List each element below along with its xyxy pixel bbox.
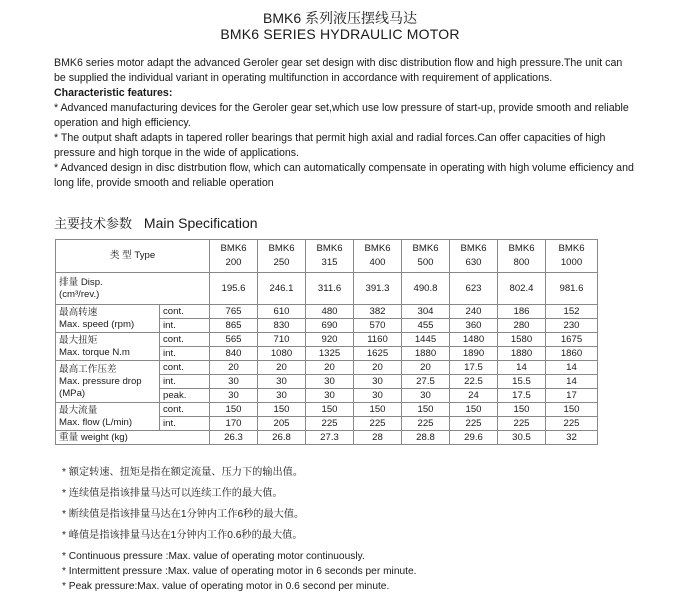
note-en: * Peak pressure:Max. value of operating motor in 0.6 second per minute. <box>62 581 390 592</box>
weight-value: 30.5 <box>498 431 546 445</box>
flow-cont-value: 150 <box>306 403 354 417</box>
speed-cont-value: 610 <box>258 305 306 319</box>
torque-int-value: 1880 <box>402 347 450 361</box>
speed-cont-value: 152 <box>546 305 598 319</box>
pressure-cont-value: 20 <box>354 361 402 375</box>
pressure-cont-value: 17.5 <box>450 361 498 375</box>
peak-label: peak. <box>160 389 210 403</box>
flow-cont-value: 150 <box>402 403 450 417</box>
spec-table <box>55 239 598 445</box>
int-label: int. <box>160 347 210 361</box>
weight-value: 29.6 <box>450 431 498 445</box>
type-label: 类 型 Type <box>56 240 210 273</box>
speed-int-value: 360 <box>450 319 498 333</box>
table-header-row <box>56 240 598 273</box>
pressure-int-value: 30 <box>258 375 306 389</box>
speed-int-value: 865 <box>210 319 258 333</box>
flow-cont-value: 150 <box>354 403 402 417</box>
torque-label: 最大扭矩 Max. torque N.m <box>56 333 160 361</box>
pressure-peak-value: 30 <box>306 389 354 403</box>
pressure-int-value: 30 <box>354 375 402 389</box>
flow-cont-value: 150 <box>210 403 258 417</box>
pressure-cont-value: 20 <box>306 361 354 375</box>
flow-cont-value: 150 <box>450 403 498 417</box>
speed-int-value: 230 <box>546 319 598 333</box>
feature-item: * The output shaft adapts in tapered roller bearings that permit high axial and radial forces.Can offer capacities of high pressure and high torque in the wide of applications. <box>54 132 606 159</box>
weight-value: 26.3 <box>210 431 258 445</box>
weight-value: 32 <box>546 431 598 445</box>
torque-int-value: 1625 <box>354 347 402 361</box>
speed-cont-value: 480 <box>306 305 354 319</box>
disp-value: 195.6 <box>210 273 258 305</box>
disp-value: 623 <box>450 273 498 305</box>
weight-label: 重量 weight (kg) <box>56 431 210 445</box>
speed-int-value: 570 <box>354 319 402 333</box>
disp-value: 981.6 <box>546 273 598 305</box>
model-cell: BMK6 400 <box>354 240 402 273</box>
torque-int-value: 1890 <box>450 347 498 361</box>
disp-value: 490.8 <box>402 273 450 305</box>
cont-label: cont. <box>160 403 210 417</box>
speed-cont-value: 186 <box>498 305 546 319</box>
cont-label: cont. <box>160 333 210 347</box>
pressure-cont-value: 14 <box>498 361 546 375</box>
table-row-pressure-cont <box>56 361 598 375</box>
pressure-peak-value: 30 <box>354 389 402 403</box>
torque-int-value: 1860 <box>546 347 598 361</box>
flow-int-value: 225 <box>450 417 498 431</box>
model-cell: BMK6 630 <box>450 240 498 273</box>
speed-cont-value: 382 <box>354 305 402 319</box>
torque-cont-value: 710 <box>258 333 306 347</box>
table-row-disp <box>56 273 598 305</box>
table-row-flow-cont <box>56 403 598 417</box>
spec-heading <box>54 213 258 232</box>
note-en: * Continuous pressure :Max. value of operating motor continuously. <box>62 551 365 562</box>
flow-int-value: 205 <box>258 417 306 431</box>
pressure-peak-value: 17 <box>546 389 598 403</box>
model-cell: BMK6 200 <box>210 240 258 273</box>
disp-label: 排量 Disp. (cm³/rev.) <box>56 273 210 305</box>
model-cell: BMK6 800 <box>498 240 546 273</box>
torque-cont-value: 1580 <box>498 333 546 347</box>
cont-label: cont. <box>160 305 210 319</box>
characteristics-heading: Characteristic features: <box>54 87 173 99</box>
flow-cont-value: 150 <box>546 403 598 417</box>
flow-cont-value: 150 <box>498 403 546 417</box>
pressure-int-value: 30 <box>306 375 354 389</box>
feature-item: * Advanced manufacturing devices for the Geroler gear set,which use low pressure of start-up, provide smooth and reliable operation and high efficiency. <box>54 102 629 129</box>
note-cn: * 额定转速、扭矩是指在额定流量、压力下的输出值。 <box>62 467 304 478</box>
pressure-int-value: 27.5 <box>402 375 450 389</box>
speed-int-value: 830 <box>258 319 306 333</box>
pressure-peak-value: 30 <box>402 389 450 403</box>
disp-value: 391.3 <box>354 273 402 305</box>
speed-cont-value: 765 <box>210 305 258 319</box>
pressure-cont-value: 20 <box>210 361 258 375</box>
torque-int-value: 1880 <box>498 347 546 361</box>
torque-cont-value: 920 <box>306 333 354 347</box>
notes-section <box>62 462 416 594</box>
disp-value: 246.1 <box>258 273 306 305</box>
pressure-cont-value: 14 <box>546 361 598 375</box>
note-cn: * 断续值是指该排量马达在1分钟内工作6秒的最大值。 <box>62 509 305 520</box>
spec-heading-en: Main Specification <box>143 215 258 231</box>
pressure-int-value: 14 <box>546 375 598 389</box>
weight-value: 28 <box>354 431 402 445</box>
speed-int-value: 690 <box>306 319 354 333</box>
pressure-label: 最高工作压差 Max. pressure drop (MPa) <box>56 361 160 403</box>
weight-value: 27.3 <box>306 431 354 445</box>
pressure-int-value: 22.5 <box>450 375 498 389</box>
pressure-cont-value: 20 <box>258 361 306 375</box>
speed-int-value: 455 <box>402 319 450 333</box>
pressure-peak-value: 30 <box>210 389 258 403</box>
note-cn: * 峰值是指该排量马达在1分钟内工作0.6秒的最大值。 <box>62 530 303 541</box>
flow-label: 最大流量 Max. flow (L/min) <box>56 403 160 431</box>
pressure-int-value: 15.5 <box>498 375 546 389</box>
speed-cont-value: 304 <box>402 305 450 319</box>
int-label: int. <box>160 319 210 333</box>
weight-value: 26.8 <box>258 431 306 445</box>
torque-cont-value: 1445 <box>402 333 450 347</box>
speed-label: 最高转速 Max. speed (rpm) <box>56 305 160 333</box>
torque-cont-value: 1480 <box>450 333 498 347</box>
table-row-speed-cont <box>56 305 598 319</box>
note-cn: * 连续值是指该排量马达可以连续工作的最大值。 <box>62 488 283 499</box>
disp-value: 311.6 <box>306 273 354 305</box>
disp-value: 802.4 <box>498 273 546 305</box>
table-row-weight <box>56 431 598 445</box>
flow-int-value: 225 <box>306 417 354 431</box>
title-chinese: BMK6 系列液压摆线马达 <box>262 10 417 26</box>
intro-section <box>54 56 634 191</box>
feature-item: * Advanced design in disc distrbution flow, which can automatically compensate in operating with high volume efficiency and long life, provide smooth and reliable operation <box>54 162 634 189</box>
pressure-peak-value: 17.5 <box>498 389 546 403</box>
torque-int-value: 1325 <box>306 347 354 361</box>
flow-int-value: 225 <box>546 417 598 431</box>
pressure-int-value: 30 <box>210 375 258 389</box>
title-english: BMK6 SERIES HYDRAULIC MOTOR <box>220 26 460 42</box>
flow-cont-value: 150 <box>258 403 306 417</box>
intro-paragraph: BMK6 series motor adapt the advanced Geroler gear set design with disc distribution flow and high pressure.The unit can be supplied the individual variant in operating multifunction in accordance with requirement of applications. <box>54 57 623 84</box>
cont-label: cont. <box>160 361 210 375</box>
table-row-torque-cont <box>56 333 598 347</box>
spec-heading-cn: 主要技术参数 <box>54 216 133 231</box>
int-label: int. <box>160 417 210 431</box>
pressure-peak-value: 24 <box>450 389 498 403</box>
speed-cont-value: 240 <box>450 305 498 319</box>
flow-int-value: 225 <box>354 417 402 431</box>
note-en: * Intermittent pressure :Max. value of operating motor in 6 seconds per minute. <box>62 566 417 577</box>
int-label: int. <box>160 375 210 389</box>
torque-cont-value: 565 <box>210 333 258 347</box>
pressure-cont-value: 20 <box>402 361 450 375</box>
model-cell: BMK6 500 <box>402 240 450 273</box>
torque-int-value: 1080 <box>258 347 306 361</box>
torque-cont-value: 1160 <box>354 333 402 347</box>
model-cell: BMK6 315 <box>306 240 354 273</box>
pressure-peak-value: 30 <box>258 389 306 403</box>
flow-int-value: 225 <box>498 417 546 431</box>
torque-cont-value: 1675 <box>546 333 598 347</box>
flow-int-value: 170 <box>210 417 258 431</box>
weight-value: 28.8 <box>402 431 450 445</box>
torque-int-value: 840 <box>210 347 258 361</box>
flow-int-value: 225 <box>402 417 450 431</box>
model-cell: BMK6 1000 <box>546 240 598 273</box>
model-cell: BMK6 250 <box>258 240 306 273</box>
speed-int-value: 280 <box>498 319 546 333</box>
